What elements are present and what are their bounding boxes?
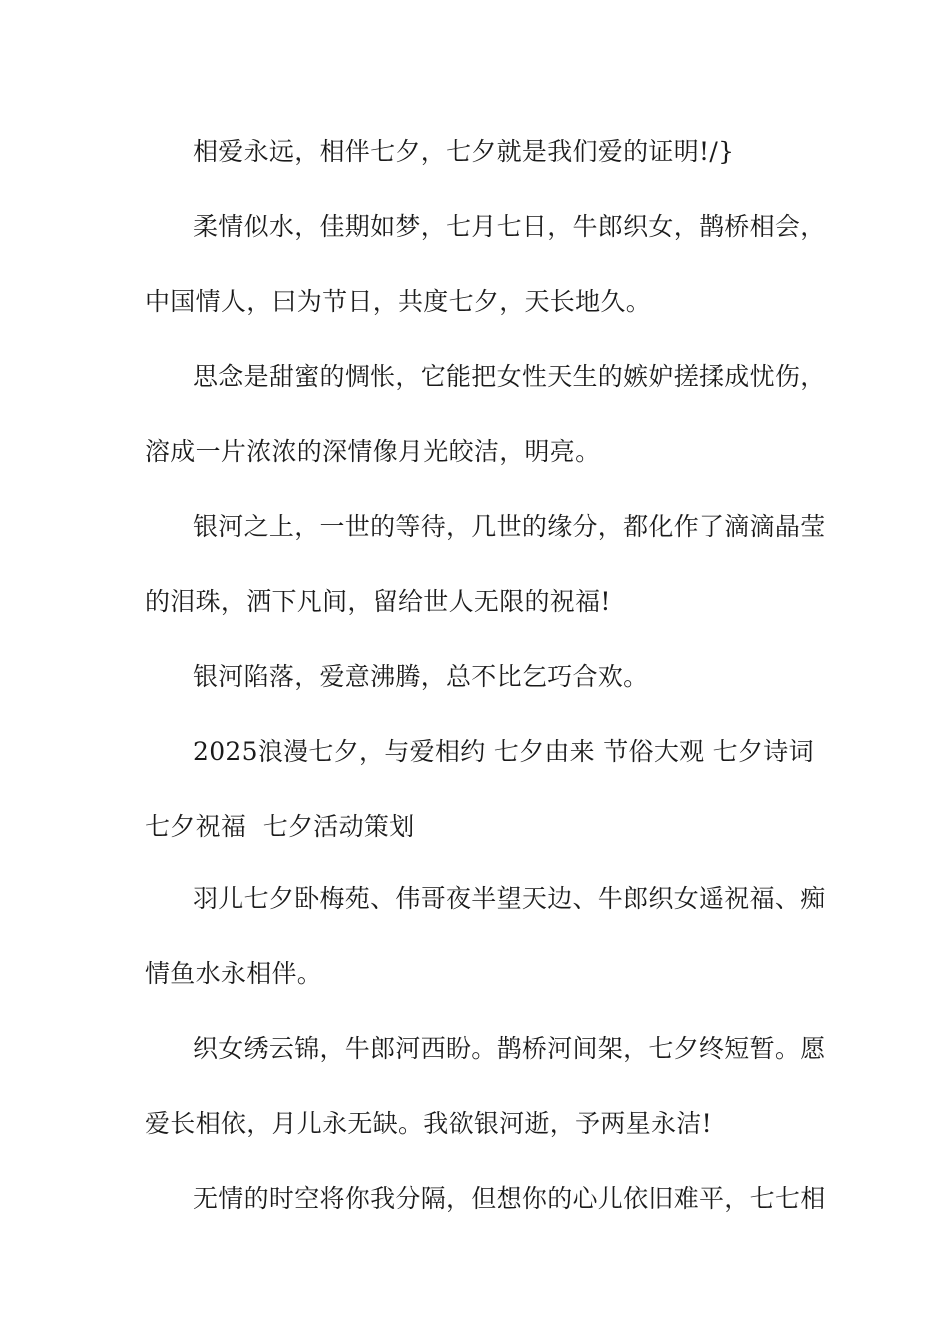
paragraph-6-line-1: 2025浪漫七夕，与爱相约 七夕由来 节俗大观 七夕诗词 xyxy=(193,737,814,766)
paragraph-8-line-2: 爱长相依，月儿永无缺。我欲银河逝，予两星永洁! xyxy=(145,1109,712,1138)
paragraph-5-line-1: 银河陷落，爱意沸腾，总不比乞巧合欢。 xyxy=(193,662,649,691)
paragraph-7-line-2: 情鱼水永相伴。 xyxy=(145,959,323,988)
paragraph-3-line-1: 思念是甜蜜的惆怅，它能把女性天生的嫉妒搓揉成忧伤， xyxy=(193,362,826,391)
paragraph-2-line-1: 柔情似水，佳期如梦，七月七日，牛郎织女，鹊桥相会， xyxy=(193,212,826,241)
paragraph-6-line-2: 七夕祝福 七夕活动策划 xyxy=(145,812,415,841)
paragraph-2-line-2: 中国情人，曰为节日，共度七夕，天长地久。 xyxy=(145,287,652,316)
paragraph-1-line-1: 相爱永远，相伴七夕，七夕就是我们爱的证明!/} xyxy=(193,137,735,166)
paragraph-8-line-1: 织女绣云锦，牛郎河西盼。鹊桥河间架，七夕终短暂。愿 xyxy=(193,1034,826,1063)
paragraph-7-line-1: 羽儿七夕卧梅苑、伟哥夜半望天边、牛郎织女遥祝福、痴 xyxy=(193,884,826,913)
paragraph-3-line-2: 溶成一片浓浓的深情像月光皎洁，明亮。 xyxy=(145,437,601,466)
paragraph-4-line-2: 的泪珠，洒下凡间，留给世人无限的祝福! xyxy=(145,587,611,616)
paragraph-4-line-1: 银河之上，一世的等待，几世的缘分，都化作了滴滴晶莹 xyxy=(193,512,826,541)
paragraph-9-line-1: 无情的时空将你我分隔，但想你的心儿依旧难平，七七相 xyxy=(193,1184,826,1213)
